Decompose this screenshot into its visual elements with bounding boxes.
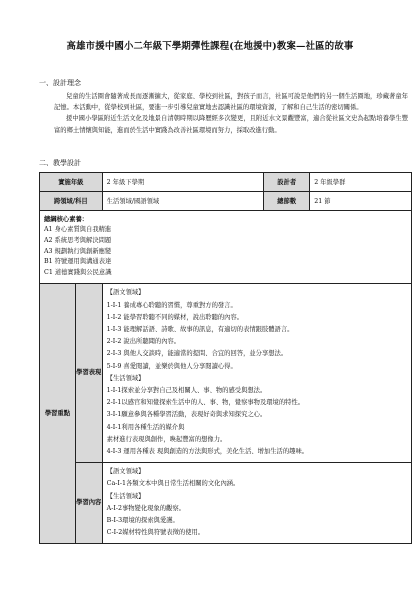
grade-value: 2 年級下學期 xyxy=(102,172,264,191)
performance-line: 2-Ⅰ-3 與他人交談時，能適當的提問、合宜的回答，並分享想法。 xyxy=(106,350,288,358)
performance-line: 3-Ⅰ-1願意參與各種學習活動，表現好奇與求知探究之心。 xyxy=(106,411,267,419)
table-row-learning-content xyxy=(40,463,412,544)
performance-line: 2-Ⅰ-2 說出所聽聞的內容。 xyxy=(106,338,181,346)
table-row-domain xyxy=(40,191,412,210)
content-line: B-Ⅰ-3環境的探索與愛護。 xyxy=(106,517,179,525)
core-competency-item: A1 身心素質與自我精進 xyxy=(44,226,112,234)
content-line: Ca-Ⅰ-1各類文本中與日常生活相關的文化內涵。 xyxy=(106,480,240,488)
performance-line: 1-Ⅰ-1探索並分享對自己及相關人、事、物的感受與想法。 xyxy=(106,387,267,394)
performance-line: 1-Ⅰ-2 能學習聆聽不同的媒材，說出聆聽的內容。 xyxy=(106,313,244,321)
performance-line: 4-Ⅰ-1利用各種生活的媒介與 xyxy=(106,423,185,431)
document-title: 高雄市援中國小二年級下學期彈性課程(在地援中)教案—社區的故事 xyxy=(66,41,354,52)
core-competency-item: B1 符號運用與溝通表達 xyxy=(44,258,112,266)
content-line: 【語文領域】 xyxy=(106,468,145,476)
core-competencies-cell xyxy=(40,210,412,284)
performance-line: 素材進行表現與創作，喚起豐富的想像力。 xyxy=(106,435,227,443)
grade-label: 實施年級 xyxy=(40,172,103,191)
table-row-learning-performance xyxy=(40,284,412,463)
performance-line: 5-Ⅰ-9 喜愛閱讀，並樂於與他人分享閱讀心得。 xyxy=(106,362,237,370)
performance-line: 4-Ⅰ-3 運用各種表 現與創造的方法與形式，美化生活、增加生活的趣味。 xyxy=(106,448,309,456)
design-concept-paragraph: 兒童的生活圈會隨著成長而逐漸擴大，從家庭、學校到社區，對孩子而言，社區可說是他們的另一個生活圈地，珍藏著童年記憶。本活動中，從學校到社區，要進一步引導兒童實地去認識社區的環境資源，了解和自己生活的密切關係。 xyxy=(54,93,408,112)
section-heading-design-concept: 一、設計理念 xyxy=(39,79,81,87)
section-heading-teaching-design: 二、教學設計 xyxy=(39,158,81,167)
content-line: 【生活領域】 xyxy=(106,492,145,500)
performance-line: 【語文領域】 xyxy=(106,289,145,297)
learning-performance-cell xyxy=(102,284,411,463)
table-row-grade xyxy=(40,172,412,191)
content-line: A-Ⅰ-2事物變化現象的觀察。 xyxy=(106,504,185,512)
total-periods-value: 21 節 xyxy=(310,191,412,210)
core-competency-item: A3 規劃執行與創新應變 xyxy=(44,247,112,255)
lesson-plan-table xyxy=(39,172,412,545)
core-competencies-title: 總綱核心素養： xyxy=(44,215,89,223)
content-line: C-Ⅰ-2媒材特性與符號表徵的使用。 xyxy=(106,529,205,537)
learning-performance-label: 學習表現 xyxy=(75,284,102,463)
total-periods-label: 總節數 xyxy=(264,191,310,210)
domain-label: 跨領域/科目 xyxy=(40,191,103,210)
designer-label: 設計者 xyxy=(264,172,310,191)
core-competency-item: C1 道德實踐與公民意識 xyxy=(44,268,112,276)
performance-line: 1-Ⅰ-1 養成專心聆聽的習慣，尊重對方的發言。 xyxy=(106,301,237,309)
performance-line: 2-Ⅰ-1以感官和知覺探索生活中的人、事、物，覺察事物及環境的特性。 xyxy=(106,399,305,407)
core-competency-item: A2 系統思考與解決問題 xyxy=(44,237,112,244)
table-row-core-competencies xyxy=(40,210,412,284)
performance-line: 【生活領域】 xyxy=(106,374,145,382)
design-concept-paragraph: 援中國小學區附近生活文化及地景自清朝時期以降歷經多次變更，且附近水文景觀豐富，適合從社區文史為起點培養學生豐富的鄉土情懷與知能，進而於生活中實踐為改善社區環境而努力，採取改進行動。 xyxy=(54,115,408,134)
domain-value: 生活領域/國語領域 xyxy=(102,191,264,210)
learning-focus-label: 學習重點 xyxy=(40,284,76,544)
learning-content-cell xyxy=(102,463,411,544)
designer-value: 2 年級學群 xyxy=(310,172,412,191)
performance-line: 1-Ⅰ-3 能理解話語、詩歌、故事的訊息，有適切的表情跟肢體語言。 xyxy=(106,325,294,333)
learning-content-label: 學習內容 xyxy=(75,463,102,544)
